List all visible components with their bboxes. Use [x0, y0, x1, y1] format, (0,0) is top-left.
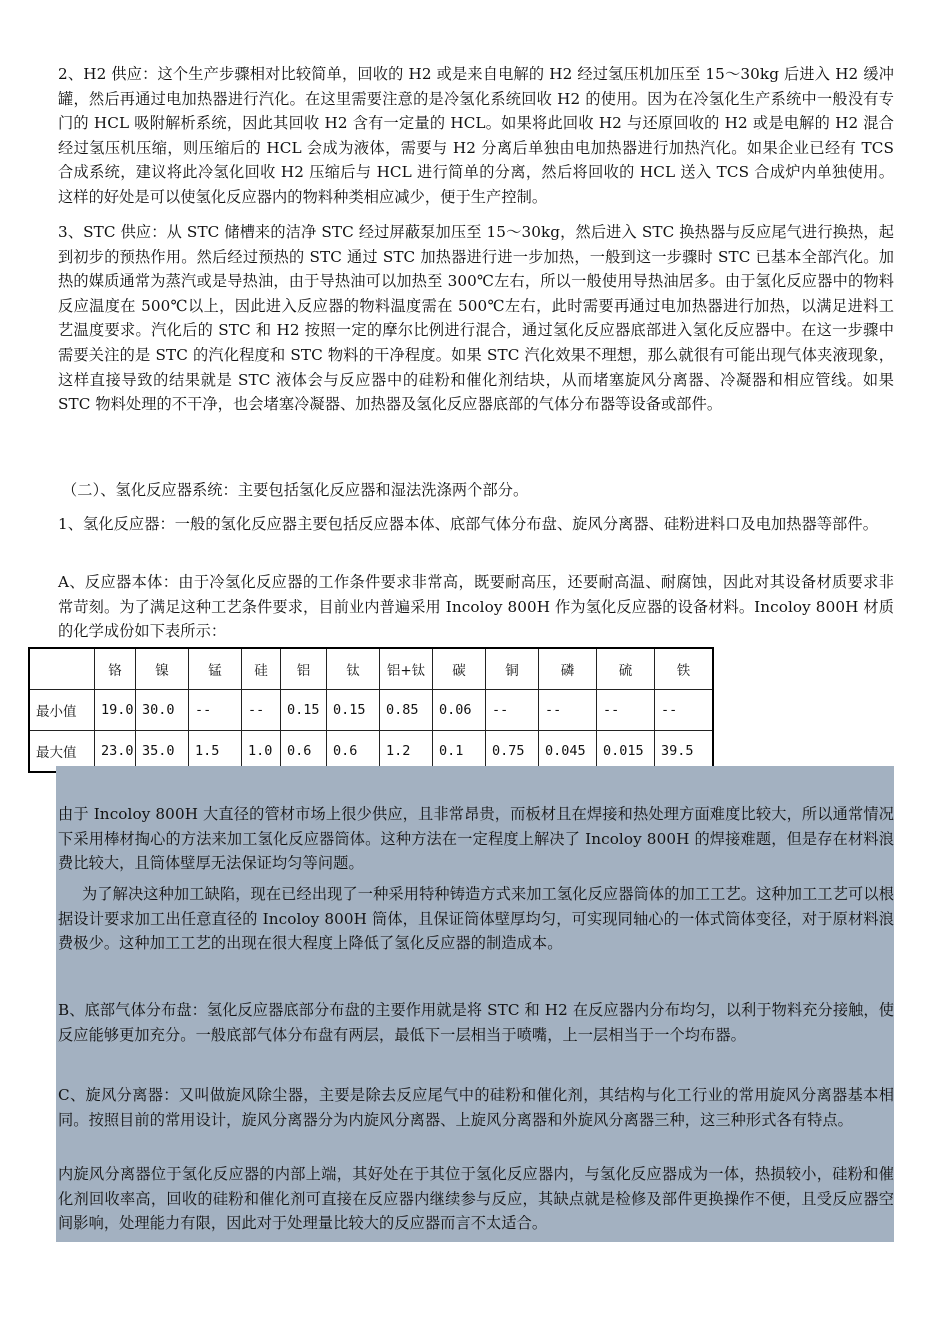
table-cell: 0.1 — [433, 731, 486, 773]
paragraph-gas-distributor: B、底部气体分布盘：氢化反应器底部分布盘的主要作用就是将 STC 和 H2 在反应器内分布均匀，以利于物料充分接触，使反应能够更加充分。一般底部气体分布盘有两层，最低下一层相当于喷嘴，上一层相当于一个均布器。 — [58, 1001, 894, 1044]
table-cell: -- — [539, 690, 597, 731]
table-cell: 0.15 — [281, 690, 327, 731]
table-header-cell: 碳 — [433, 648, 486, 690]
table-header-cell: 铁 — [655, 648, 714, 690]
paragraph-stc-supply: 3、STC 供应：从 STC 储槽来的洁净 STC 经过屏蔽泵加压至 15～30kg，然后进入 STC 换热器与反应尾气进行换热，起到初步的预热作用。然后经过预热的 STC 通过 STC 加热器进行进一步加热，一般到这一步骤时 STC 已基本全部汽化。加热的媒质通常为蒸汽或是导热油，由于导热油可以加热至 300℃左右，所以一般使用导热油居多。由于氢化反应器中的物料反应温度在 500℃以上，因此进入反应器的物料温度需在 500℃左右，此时需要再通过电加热器进行加热，以满足进料工艺温度要求。汽化后的 STC 和 H2 按照一定的摩尔比例进行混合，通过氢化反应器底部进入氢化反应器中。在这一步骤中需要关注的是 STC 的汽化程度和 STC 物料的干净程度。如果 STC 汽化效果不理想，那么就很有可能出现气体夹液现象，这样直接导致的结果就是 STC 液体会与反应器中的硅粉和催化剂结块，从而堵塞旋风分离器、冷凝器和相应管线。如果 STC 物料处理的不干净，也会堵塞冷凝器、加热器及氢化反应器底部的气体分布器等设备或部件。 — [58, 223, 894, 414]
table-row — [29, 690, 713, 731]
table-cell: 0.045 — [539, 731, 597, 773]
table-cell: 0.06 — [433, 690, 486, 731]
table-header-cell: 铜 — [486, 648, 539, 690]
section-heading-reactor-system: （二）、氢化反应器系统：主要包括氢化反应器和湿法洗涤两个部分。 — [62, 481, 529, 499]
table-cell: 0.015 — [597, 731, 655, 773]
table-cell: 0.6 — [281, 731, 327, 773]
table-header-cell: 铬 — [95, 648, 136, 690]
table-header-cell: 铝+钛 — [380, 648, 433, 690]
paragraph-casting-process: 为了解决这种加工缺陷，现在已经出现了一种采用特种铸造方式来加工氢化反应器筒体的加工工艺。这种加工工艺可以根据设计要求加工出任意直径的 Incoloy 800H 筒体，且保证筒体壁厚均匀，可实现同轴心的一体式筒体变径，对于原材料浪费极少。这种加工工艺的出现在很大程度上降低了氢化反应器的制造成本。 — [58, 885, 894, 953]
table-header-cell: 硅 — [242, 648, 281, 690]
paragraph-h2-supply: 2、H2 供应：这个生产步骤相对比较简单，回收的 H2 或是来自电解的 H2 经过氢压机加压至 15～30kg 后进入 H2 缓冲罐，然后再通过电加热器进行汽化。在这里需要注意的是冷氢化系统回收 H2 的使用。因为在冷氢化生产系统中一般没有专门的 HCL 吸附解析系统，因此其回收 H2 含有一定量的 HCL。如果将此回收 H2 与还原回收的 H2 或是电解的 H2 混合经过氢压机压缩，则压缩后的 HCL 会成为液体，需要与 H2 分离后单独由电加热器进行加热汽化。如果企业已经有 TCS 合成系统，建议将此冷氢化回收 H2 压缩后与 HCL 进行简单的分离，然后将回收的 HCL 送入 TCS 合成炉内单独使用。这样的好处是可以使氢化反应器内的物料种类相应减少，便于生产控制。 — [58, 65, 894, 206]
table-cell: 1.5 — [189, 731, 242, 773]
table-cell: 0.6 — [327, 731, 380, 773]
paragraph-inner-cyclone: 内旋风分离器位于氢化反应器的内部上端，其好处在于其位于氢化反应器内，与氢化反应器成为一体，热损较小，硅粉和催化剂回收率高，回收的硅粉和催化剂可直接在反应器内继续参与反应，其缺点就是检修及部件更换操作不便，且受反应器空间影响，处理能力有限，因此对于处理量比较大的反应器而言不太适合。 — [58, 1165, 894, 1233]
table-header-cell: 铝 — [281, 648, 327, 690]
table-cell: 0.75 — [486, 731, 539, 773]
table-header-cell: 磷 — [539, 648, 597, 690]
table-header-cell: 钛 — [327, 648, 380, 690]
paragraph-reactor-body: A、反应器本体：由于冷氢化反应器的工作条件要求非常高，既要耐高压，还要耐高温、耐腐蚀，因此对其设备材质要求非常苛刻。为了满足这种工艺条件要求，目前业内普遍采用 Incoloy 800H 作为氢化反应器的设备材料。Incoloy 800H 材质的化学成份如下表所示： — [58, 573, 894, 641]
table-cell: 19.0 — [95, 690, 136, 731]
table-header-cell: 硫 — [597, 648, 655, 690]
table-cell: 1.2 — [380, 731, 433, 773]
composition-table — [28, 647, 714, 773]
paragraph-reactor-intro: 1、氢化反应器：一般的氢化反应器主要包括反应器本体、底部气体分布盘、旋风分离器、硅粉进料口及电加热器等部件。 — [58, 515, 878, 533]
table-cell: 0.85 — [380, 690, 433, 731]
table-cell: 1.0 — [242, 731, 281, 773]
table-cell: -- — [242, 690, 281, 731]
table-header-cell: 锰 — [189, 648, 242, 690]
table-cell: -- — [189, 690, 242, 731]
table-cell: 最小值 — [29, 690, 95, 731]
table-cell: 39.5 — [655, 731, 714, 773]
table-header-row — [29, 648, 713, 690]
table-header-cell: 镍 — [136, 648, 189, 690]
table-cell: -- — [597, 690, 655, 731]
table-cell: 0.15 — [327, 690, 380, 731]
table-cell: -- — [486, 690, 539, 731]
table-cell: 23.0 — [95, 731, 136, 773]
table-cell: -- — [655, 690, 714, 731]
paragraph-tube-material: 由于 Incoloy 800H 大直径的管材市场上很少供应，且非常昂贵，而板材且在焊接和热处理方面难度比较大，所以通常情况下采用棒材掏心的方法来加工氢化反应器筒体。这种方法在一定程度上解决了 Incoloy 800H 的焊接难题，但是存在材料浪费比较大，且筒体壁厚无法保证均匀等问题。 — [58, 805, 894, 873]
paragraph-cyclone-separator: C、旋风分离器：又叫做旋风除尘器，主要是除去反应尾气中的硅粉和催化剂，其结构与化工行业的常用旋风分离器基本相同。按照目前的常用设计，旋风分离器分为内旋风分离器、上旋风分离器和外旋风分离器三种，这三种形式各有特点。 — [58, 1086, 894, 1129]
table-header-cell — [29, 648, 95, 690]
table-cell: 30.0 — [136, 690, 189, 731]
table-cell: 35.0 — [136, 731, 189, 773]
table-cell: 最大值 — [29, 731, 95, 773]
